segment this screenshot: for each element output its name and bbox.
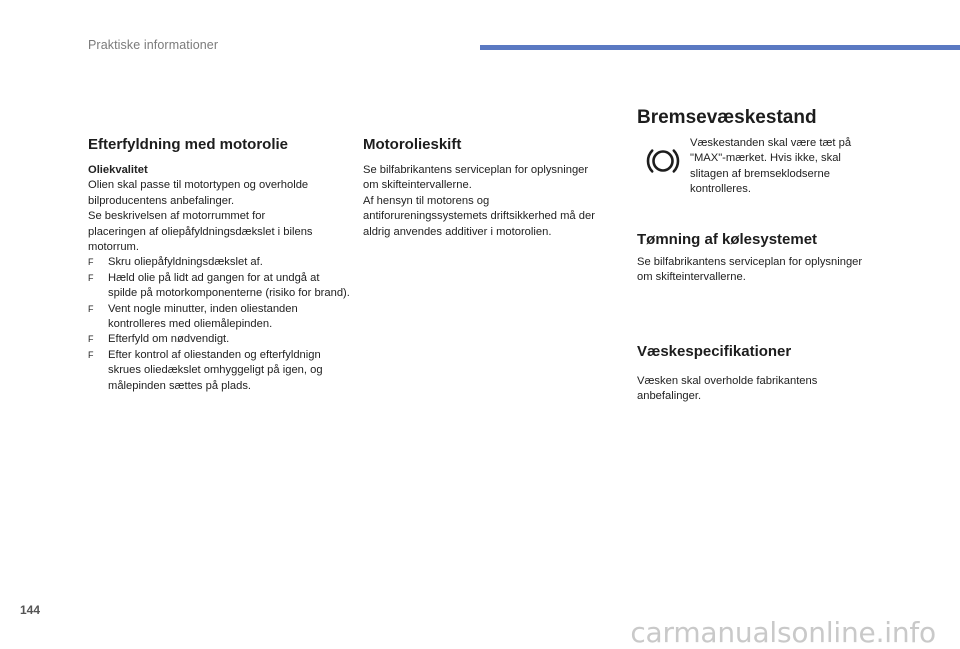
- intro-line: bilproducentens anbefalinger.: [88, 194, 235, 207]
- step-text: Vent nogle minutter, inden oliestanden kontrolleres med oliemålepinden.: [108, 302, 298, 331]
- step-text: Efter kontrol af oliestanden og efterfyldnign skrues oliedækslet omhyggeligt på igen, og målepinden sættes på plads.: [108, 348, 323, 392]
- intro-line: Se beskrivelsen af motorrummet for: [88, 210, 266, 223]
- page-number: 144: [20, 603, 41, 617]
- oil-quality-section: [88, 163, 350, 394]
- step-text: Skru oliepåfyldningsdækslet af.: [108, 256, 263, 269]
- brake-fluid-title: Bremsevæskestand: [637, 107, 817, 128]
- coolant-drain-title: Tømning af kølesystemet: [637, 231, 818, 248]
- list-item: [88, 348, 350, 394]
- step-text: Efterfyld om nødvendigt.: [108, 333, 230, 346]
- list-item: [88, 302, 350, 333]
- oil-refill-steps: [88, 255, 350, 394]
- oil-change-title: Motorolieskift: [363, 136, 462, 153]
- text-line: slitagen af bremseklodserne: [690, 167, 830, 180]
- fluid-spec-title: Væskespecifikationer: [637, 343, 792, 360]
- list-item: [88, 332, 350, 347]
- arrow-bullet-icon: F: [88, 334, 94, 345]
- watermark: carmanualsonline.info: [630, 616, 936, 649]
- intro-line: motorrum.: [88, 241, 139, 254]
- section-title: Praktiske informationer: [88, 38, 219, 52]
- text-line: Væsken skal overholde fabrikantens: [637, 375, 818, 387]
- coolant-drain-text: [637, 255, 899, 286]
- text-line: Se bilfabrikantens serviceplan for oplysninger: [637, 256, 863, 268]
- brake-warning-icon: [645, 143, 681, 184]
- arrow-bullet-icon: F: [88, 257, 94, 268]
- list-item: [88, 271, 350, 302]
- text-line: aldrig anvendes additiver i motorolien.: [363, 225, 552, 238]
- arrow-bullet-icon: F: [88, 349, 94, 360]
- intro-line: Olien skal passe til motortypen og overholde: [88, 179, 309, 192]
- step-text: Hæld olie på lidt ad gangen for at undgå at spilde på motorkomponenterne (risiko for brand).: [108, 271, 350, 300]
- intro-line: placeringen af oliepåfyldningsdækslet i bilens: [88, 225, 313, 238]
- text-line: "MAX"-mærket. Hvis ikke, skal: [690, 152, 841, 165]
- text-line: om skifteintervallerne.: [637, 271, 746, 284]
- oil-change-text: [363, 163, 625, 240]
- fluid-spec-text: [637, 374, 899, 405]
- text-line: Se bilfabrikantens serviceplan for oplysninger: [363, 164, 589, 176]
- text-line: anbefalinger.: [637, 390, 702, 403]
- header-accent-bar: [480, 45, 960, 50]
- text-line: om skifteintervallerne.: [363, 179, 472, 192]
- arrow-bullet-icon: F: [88, 272, 94, 283]
- list-item: [88, 255, 350, 270]
- text-line: Af hensyn til motorens og: [363, 194, 490, 207]
- text-line: antiforureningssystemets driftsikkerhed må der: [363, 210, 595, 223]
- oil-refill-title: Efterfyldning med motorolie: [88, 136, 289, 153]
- text-line: kontrolleres.: [690, 183, 751, 196]
- arrow-bullet-icon: F: [88, 303, 94, 314]
- oil-quality-subtitle: Oliekvalitet: [88, 164, 148, 176]
- brake-fluid-text: [690, 136, 890, 198]
- text-line: Væskestanden skal være tæt på: [690, 137, 852, 149]
- brake-warning-icon: [645, 143, 681, 179]
